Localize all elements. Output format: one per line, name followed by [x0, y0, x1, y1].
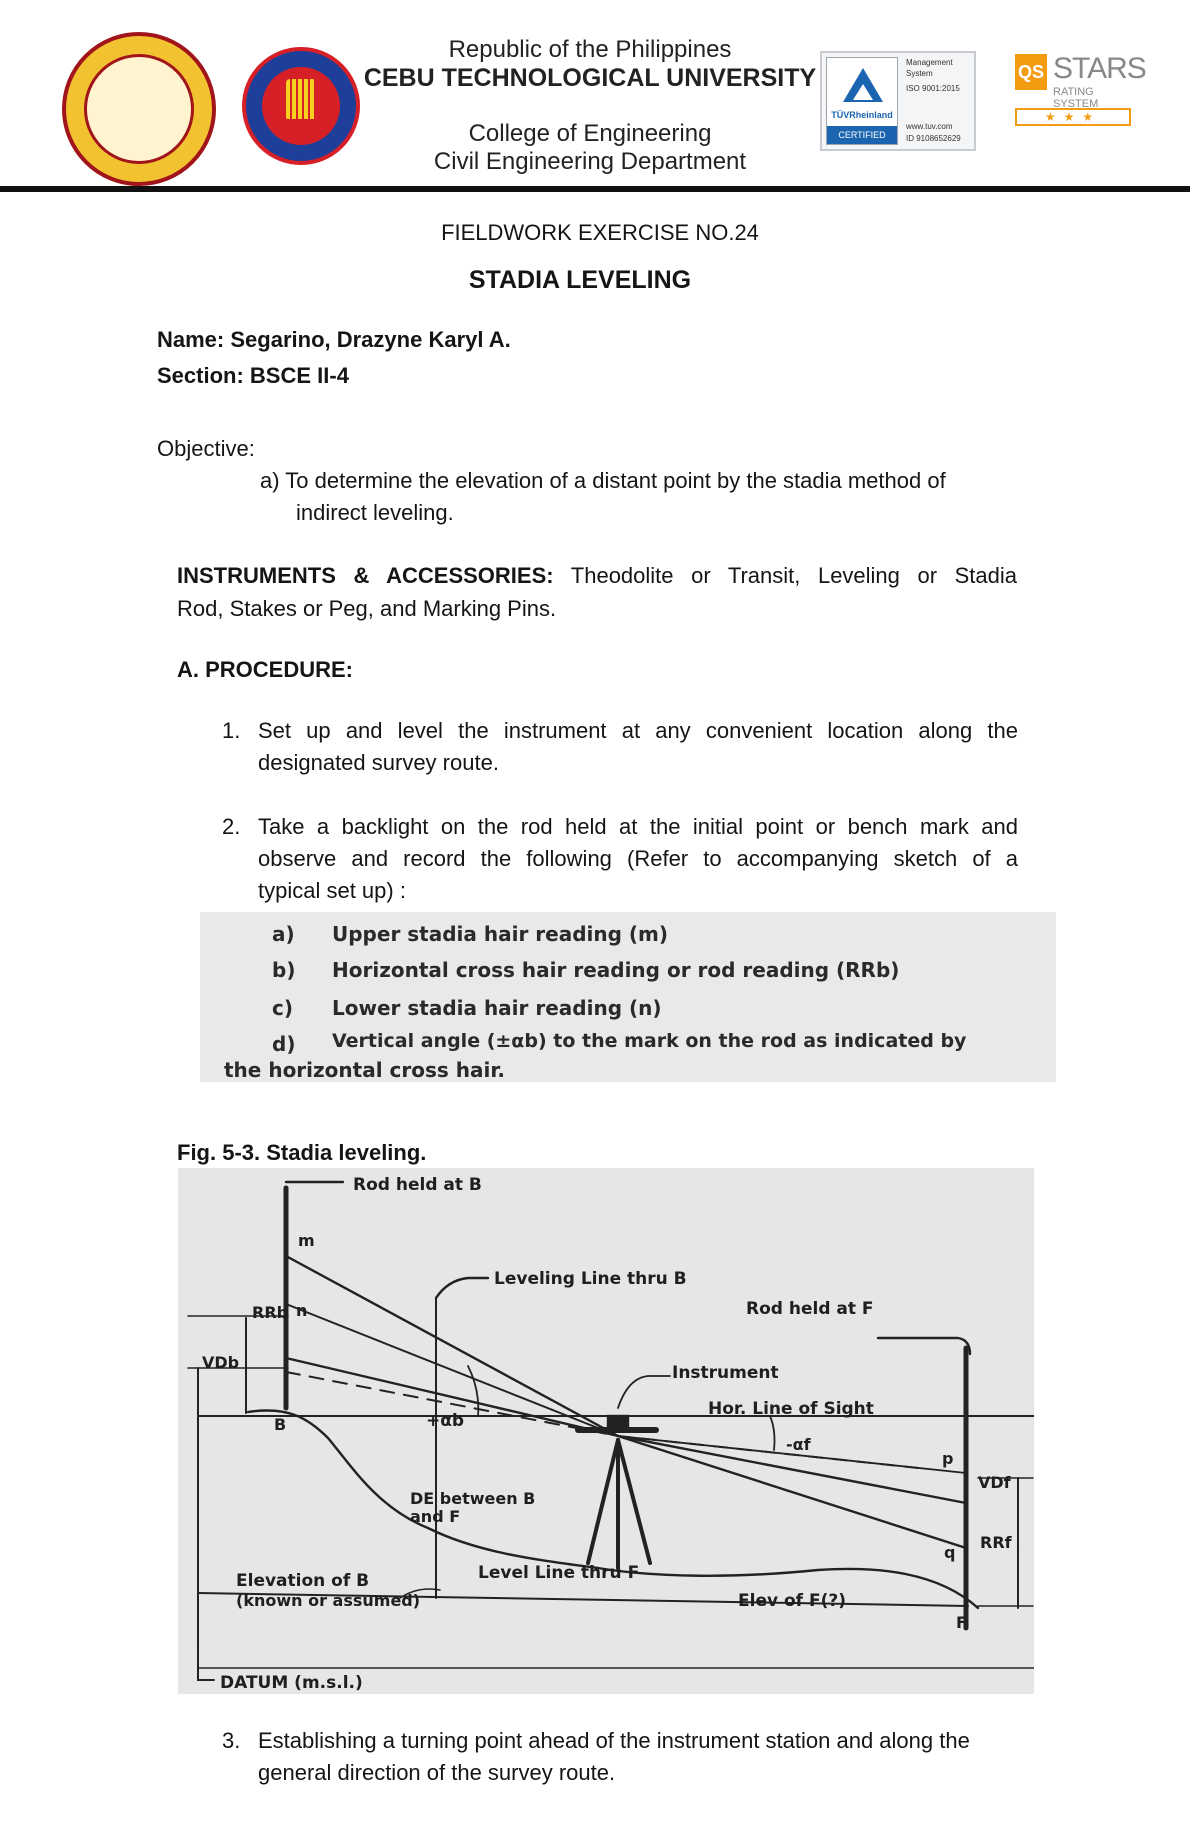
label-alpha-f: -αf — [786, 1435, 811, 1454]
reading-d-cont: the horizontal cross hair. — [224, 1058, 505, 1082]
tuv-management: Management System — [906, 58, 953, 78]
leveling-line-leader — [436, 1278, 488, 1298]
label-b: B — [274, 1415, 287, 1434]
objective-item-cont: indirect leveling. — [296, 500, 454, 525]
header-department: Civil Engineering Department — [433, 148, 747, 175]
step-1-line-1: Set up and level the instrument at any convenient location along the — [258, 718, 1018, 743]
tuv-certification-badge — [820, 51, 976, 151]
student-section — [157, 360, 349, 392]
reading-d-label: d) — [272, 1032, 296, 1056]
header-rule — [0, 186, 1190, 192]
header-college: College of Engineering — [468, 120, 712, 147]
reading-c-text: Lower stadia hair reading (n) — [332, 996, 662, 1020]
qs-star-bar: ★★★ — [1015, 108, 1131, 126]
exercise-number: FIELDWORK EXERCISE NO.24 — [441, 220, 759, 245]
label-rod-f: Rod held at F — [746, 1299, 874, 1319]
qs-stars-logo — [1015, 50, 1146, 130]
label-vdf: VDf — [978, 1473, 1011, 1492]
instruments-text-cont: Rod, Stakes or Peg, and Marking Pins. — [177, 596, 557, 621]
header-republic: Republic of the Philippines — [448, 36, 732, 63]
readings-scan — [200, 912, 1056, 1082]
label-alpha-b: +αb — [426, 1411, 465, 1431]
reading-a-text: Upper stadia hair reading (m) — [332, 922, 669, 946]
instruments-text: Theodolite or Transit, Leveling or Stadia — [570, 563, 1018, 588]
step-2-line-3: typical set up) : — [258, 878, 406, 903]
reading-b-text: Horizontal cross hair reading or rod reading (RRb) — [332, 958, 900, 982]
label-level-line-f: Level Line thru F — [478, 1563, 640, 1583]
step-3-number: 3. — [222, 1728, 241, 1753]
label-m: m — [298, 1231, 315, 1250]
tuv-brand: TÜVRheinland — [831, 110, 893, 120]
tuv-iso: ISO 9001:2015 — [906, 84, 960, 93]
stadia-leveling-figure — [178, 1168, 1034, 1694]
tuv-certified: CERTIFIED — [827, 126, 897, 144]
label-elev-f: Elev of F(?) — [738, 1591, 846, 1611]
label-p: p — [942, 1449, 954, 1468]
label-q: q — [944, 1543, 956, 1562]
step-1-line-2: designated survey route. — [258, 750, 499, 775]
label-n: n — [296, 1301, 308, 1320]
step-2-number: 2. — [222, 814, 241, 839]
label-de-1: DE between B — [410, 1489, 536, 1508]
label-rrb: RRb — [252, 1303, 289, 1322]
objective-item: a) To determine the elevation of a distant point by the stadia method of — [260, 468, 946, 493]
label-vdb: VDb — [202, 1353, 240, 1372]
step-2-line-2: observe and record the following (Refer to accompanying sketch of a — [258, 846, 1018, 871]
section-value: BSCE II-4 — [249, 363, 349, 388]
qs-logo: QS — [1015, 54, 1047, 90]
figure-svg — [178, 1168, 1034, 1694]
step-1-number: 1. — [222, 718, 241, 743]
section-label: Section: — [157, 363, 244, 388]
qs-rating: RATING SYSTEM — [1053, 86, 1099, 110]
tripod-leg-right — [618, 1440, 650, 1563]
procedure-heading: A. PROCEDURE: — [177, 657, 354, 682]
tripod-leg-left — [588, 1440, 618, 1563]
label-elev-b-2: (known or assumed) — [236, 1591, 421, 1610]
label-rod-b: Rod held at B — [353, 1175, 482, 1195]
instrument-body — [608, 1416, 628, 1430]
instruments-line — [177, 560, 1017, 592]
tuv-url: www.tuv.com — [906, 122, 953, 131]
tuv-id: ID 9108652629 — [906, 134, 961, 143]
label-rrf: RRf — [980, 1533, 1012, 1552]
label-instrument: Instrument — [672, 1363, 779, 1383]
step-3-line-1: Establishing a turning point ahead of the instrument station and along the — [258, 1728, 970, 1753]
label-f: F — [956, 1613, 967, 1632]
reading-d-text: Vertical angle (±αb) to the mark on the rod as indicated by — [332, 1030, 967, 1052]
label-elev-b-1: Elevation of B — [236, 1571, 370, 1591]
page-title: STADIA LEVELING — [468, 266, 692, 294]
step-2-line-1: Take a backlight on the rod held at the initial point or bench mark and — [258, 814, 1018, 839]
figure-caption: Fig. 5-3. Stadia leveling. — [177, 1140, 427, 1165]
label-de-2: and F — [410, 1507, 461, 1526]
instrument-leader — [618, 1376, 670, 1408]
label-datum: DATUM (m.s.l.) — [220, 1673, 363, 1693]
name-value: Segarino, Drazyne Karyl A. — [230, 327, 511, 352]
student-name — [157, 324, 511, 356]
ctu-logo — [62, 32, 216, 186]
label-hor-line: Hor. Line of Sight — [708, 1399, 874, 1419]
reading-c-label: c) — [272, 996, 293, 1020]
reading-a-label: a) — [272, 922, 295, 946]
alpha-f-arc — [770, 1416, 775, 1450]
name-label: Name: — [157, 327, 225, 352]
qs-stars-word: STARS — [1053, 52, 1146, 85]
label-leveling-line: Leveling Line thru B — [494, 1269, 687, 1289]
datum-leader — [198, 1646, 214, 1680]
instruments-label: INSTRUMENTS & ACCESSORIES: — [177, 563, 554, 588]
rod-f-leader — [878, 1338, 970, 1354]
objective-label: Objective: — [157, 436, 255, 461]
step-3-line-2: general direction of the survey route. — [258, 1760, 616, 1785]
reading-b-label: b) — [272, 958, 296, 982]
header-university: CEBU TECHNOLOGICAL UNIVERSITY — [363, 64, 817, 92]
